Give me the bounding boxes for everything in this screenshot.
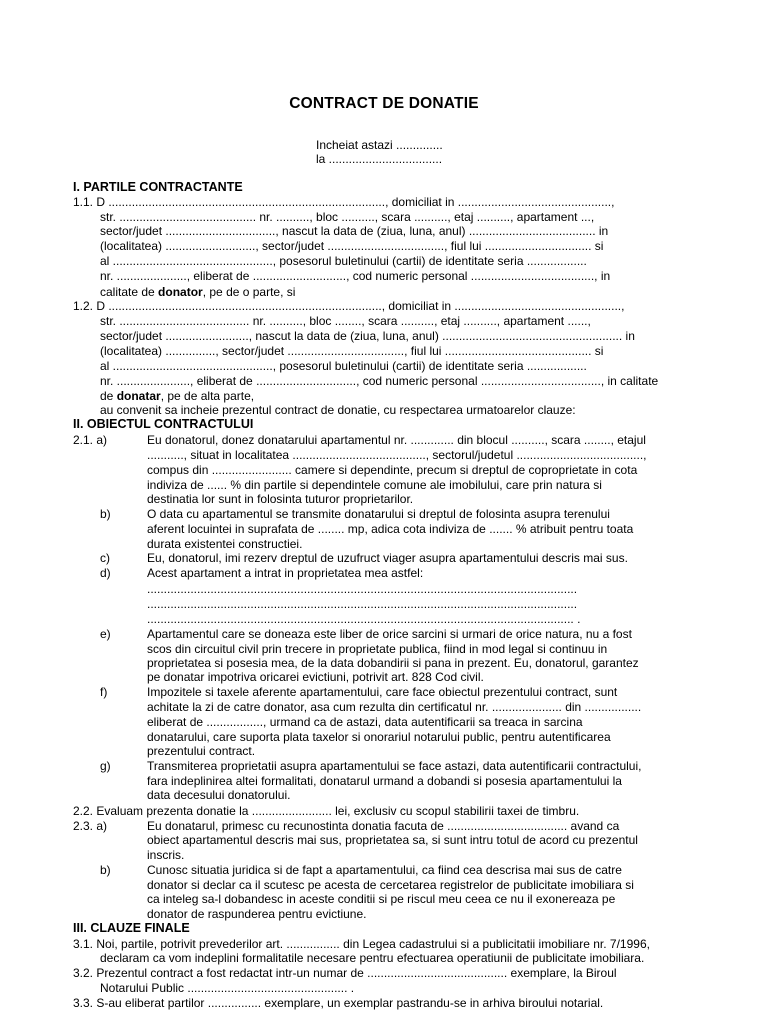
clause-1-2-line: 1.2. D .................................................................................., domiciliat in .................................................., [73, 299, 625, 313]
role-prefix: calitate de [100, 285, 159, 299]
clause-1-1-role-line [100, 285, 295, 299]
item-d-line: Acest apartament a intrat in proprietatea mea astfel: [147, 566, 424, 580]
clause-1-1-line: al ................................................, posesorul buletinului (cartii) de identitate seria .................. [100, 254, 587, 268]
clause-1-2-line: al ................................................, posesorul buletinului (cartii) de identitate seria .................. [100, 359, 587, 373]
clause-1-1-line: str. ......................................... nr. .........., bloc .........., scara .........., etaj .........., apartament ..., [100, 210, 595, 224]
intro-date-line: Incheiat astazi .............. [316, 138, 443, 152]
item-letter: f) [100, 685, 108, 699]
clause-1-1-line: (localitatea) ..........................., sector/judet ..................................., fiul lui ................................ si [100, 239, 604, 253]
item-b-line: O data cu apartamentul se transmite donatarului si dreptul de folosinta asupra terenului [147, 507, 610, 521]
item-b-line: durata existentei constructiei. [147, 537, 303, 551]
item-d-dotted-line: ................................................................................................................................ . [147, 612, 581, 626]
clause-3-3-line: 3.3. S-au eliberat partilor ................ exemplare, un exemplar pastrandu-se in arhiva biroului notarial. [73, 996, 604, 1010]
item-number: 2.3. a) [73, 819, 108, 833]
role-donator: donator [158, 285, 203, 299]
role-donatar: donatar [116, 389, 161, 403]
intro-place-line: la .................................. [316, 152, 443, 166]
item-e-line: scos din circuitul civil prin trecere in proprietate publica, fiind in mod legal si continuu in [147, 642, 608, 656]
item-e-line: Apartamentul care se doneaza este liber de orice sarcini si urmari de orice natura, nu a fost [147, 627, 632, 641]
item-2-3-b-line: Cunosc situatia juridica si de fapt a apartamentului, ca fiind cea descrisa mai sus de catre [147, 863, 622, 877]
clause-1-2-line: (localitatea) ..............., sector/judet ..................................., fiul lui ............................................ si [100, 344, 604, 358]
item-f-line: donatarului, care suporta plata taxelor si onorariul notarului public, pentru autentificarea [147, 730, 611, 744]
clause-1-2-line: str. ....................................... nr. .........., bloc ........, scara .........., etaj .........., apartament ......, [100, 314, 591, 328]
item-number: 2.1. a) [73, 433, 108, 447]
clause-3-1-line: declaram ca vom indeplini formalitatile necesare pentru efectuarea operatiunii de publicitate imobiliara. [100, 951, 645, 965]
section-3-heading: III. CLAUZE FINALE [73, 921, 190, 935]
clause-3-2-line: 3.2. Prezentul contract a fost redactat intr-un numar de .......................................... exemplare, la Biroul [73, 966, 617, 980]
clause-1-1-line: sector/judet ................................., nascut la data de (ziua, luna, anul) ...................................... in [100, 224, 609, 238]
document-title: CONTRACT DE DONATIE [289, 95, 479, 112]
clause-1-1-line: nr. ....................., eliberat de ............................, cod numeric personal ....................................., in [100, 269, 611, 283]
item-2-3-a-line: inscris. [147, 848, 185, 862]
item-2-1-a-line: Eu donatorul, donez donatarului apartamentul nr. ............. din blocul .........., scara ........, etajul [147, 433, 646, 447]
item-2-3-a-line: Eu donatarul, primesc cu recunostinta donatia facuta de .................................... avand ca [147, 819, 620, 833]
clause-3-1-line: 3.1. Noi, partile, potrivit prevederilor art. ................ din Legea cadastrului si a publicitatii imobiliare nr. 7/1996, [73, 937, 650, 951]
item-e-line: proprietatea si posesia mea, de la data dobandirii si pana in prezent. Eu, donatorul, garantez [147, 656, 639, 670]
item-g-line: fara indeplinirea altei formalitati, donatarul urmand a dobandi si posesia apartamentului la [147, 774, 622, 788]
section-1-heading: I. PARTILE CONTRACTANTE [73, 180, 243, 194]
item-g-line: data decesului donatorului. [147, 788, 291, 802]
item-2-1-a-line: destinatia lor sunt in folosinta tuturor proprietarilor. [147, 492, 414, 506]
item-2-3-a-line: obiect apartamentul descris mai sus, proprietatea sa, si sunt intru totul de acord cu prezentul [147, 833, 638, 847]
item-2-3-b-line: ca inteleg sa-l dobandesc in aceste conditii si pe riscul meu ceea ce nu il exonereaza pe [147, 892, 616, 906]
item-f-line: Impozitele si taxele aferente apartamentului, care face obiectul prezentului contract, sunt [147, 685, 618, 699]
item-d-dotted-line: ................................................................................................................................. [147, 597, 578, 611]
item-letter: b) [100, 507, 111, 521]
clause-1-2-line: sector/judet ........................., nascut la data de (ziua, luna, anul) ...................................................... in [100, 329, 635, 343]
role-suffix: , pe de o parte, si [202, 285, 296, 299]
item-2-3-b-line: donator de raspunderea pentru evictiune. [147, 907, 367, 921]
item-f-line: eliberat de ................., urmand ca de astazi, data autentificarii sa treaca in sarcina [147, 715, 583, 729]
section-2-heading: II. OBIECTUL CONTRACTULUI [73, 417, 254, 431]
item-f-line: prezentului contract. [147, 744, 256, 758]
clause-1-1-line: 1.1. D ..................................................................................., domiciliat in .............................................., [73, 195, 615, 209]
role-prefix: de [100, 389, 117, 403]
item-letter: b) [100, 863, 111, 877]
parties-closing-line: au convenit sa incheie prezentul contract de donatie, cu respectarea urmatoarelor clauze: [100, 403, 576, 417]
item-f-line: achitate la zi de catre donator, asa cum rezulta din certificatul nr. ..................... din ................. [147, 700, 642, 714]
item-letter: d) [100, 566, 111, 580]
item-2-1-a-line: indiviza de ...... % din partile si dependintele comune ale imobilului, care prin natura si [147, 478, 602, 492]
item-e-line: pe donatar impotriva oricarei evictiuni, potrivit art. 828 Cod civil. [147, 670, 484, 684]
clause-3-2-line: Notarului Public ................................................ . [100, 981, 355, 995]
item-letter: e) [100, 627, 111, 641]
clause-1-2-line: nr. ......................, eliberat de .............................., cod numeric personal ...................................., in calitate [100, 374, 659, 388]
item-letter: c) [100, 551, 110, 565]
item-2-1-a-line: compus din ........................ camere si dependinte, precum si dreptul de coproprietate in cota [147, 463, 638, 477]
clause-2-2-line: 2.2. Evaluam prezenta donatie la ........................ lei, exclusiv cu scopul stabilirii taxei de timbru. [73, 804, 580, 818]
clause-1-2-role-line [100, 389, 254, 403]
item-letter: g) [100, 759, 111, 773]
role-suffix: , pe de alta parte, [160, 389, 255, 403]
item-c-line: Eu, donatorul, imi rezerv dreptul de uzufruct viager asupra apartamentului descris mai sus. [147, 551, 628, 565]
item-g-line: Transmiterea proprietatii asupra apartamentului se face astazi, data autentificarii contractului, [147, 759, 642, 773]
item-b-line: aferent locuintei in suprafata de ........ mp, adica cota indiviza de ....... % atribuit pentru toata [147, 522, 634, 536]
item-2-3-b-line: donator si declar ca il scutesc pe acesta de cercetarea registrelor de publicitate imobiliara si [147, 878, 634, 892]
item-2-1-a-line: ..........., situat in localitatea ........................................, sectorul/judetul ......................................, [147, 448, 647, 462]
item-d-dotted-line: ................................................................................................................................. [147, 582, 578, 596]
